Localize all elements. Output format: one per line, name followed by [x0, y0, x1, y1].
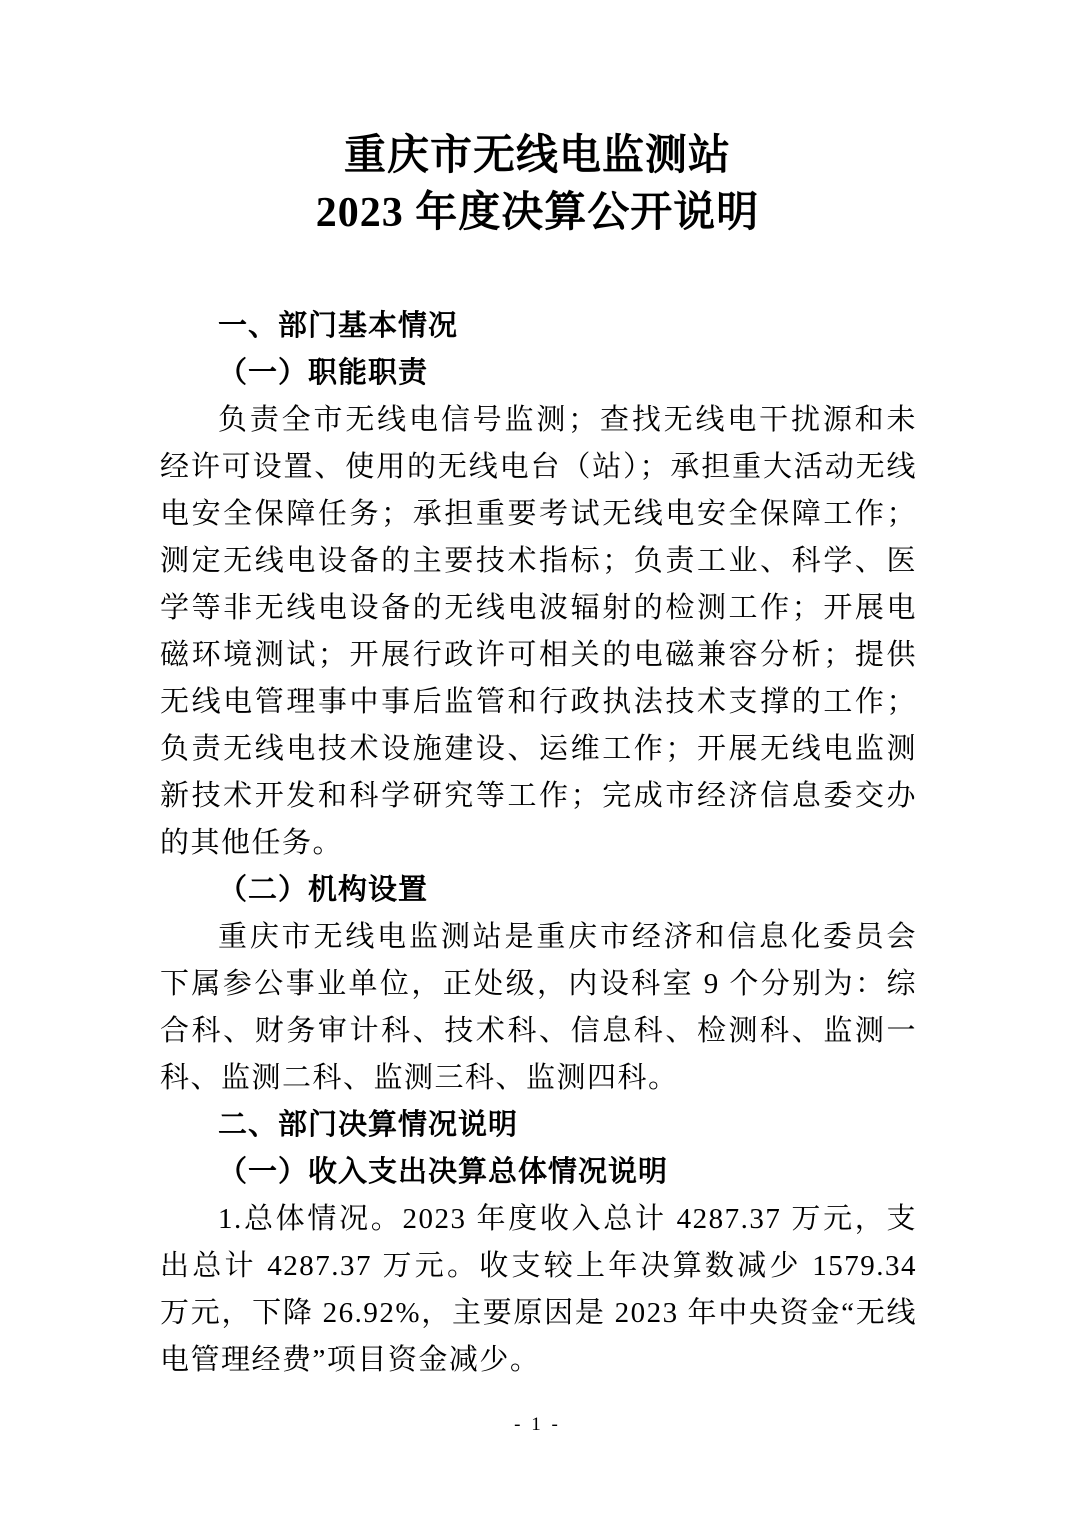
paragraph-duties: 负责全市无线电信号监测；查找无线电干扰源和未经许可设置、使用的无线电台（站）；承担重大活动无线电安全保障任务；承担重要考试无线电安全保障工作；测定无线电设备的主要技术指标；负责工业、科学、医学等非无线电设备的无线电波辐射的检测工作；开展电磁环境测试；开展行政许可相关的电磁兼容分析；提供无线电管理事中事后监管和行政执法技术支撑的工作；负责无线电技术设施建设、运维工作；开展无线电监测新技术开发和科学研究等工作；完成市经济信息委交办的其他任务。	[160, 404, 917, 859]
document-title	[0, 0, 1075, 242]
section-heading-basic-info: 一、部门基本情况	[218, 310, 459, 342]
subsection-heading-organization: （二）机构设置	[218, 874, 429, 906]
subsection-heading-revenue-expenditure: （一）收入支出决算总体情况说明	[218, 1156, 669, 1188]
subsection-heading-duties: （一）职能职责	[218, 357, 429, 389]
paragraph-overall-situation: 1.总体情况。2023 年度收入总计 4287.37 万元，支出总计 4287.37 万元。收支较上年决算数减少 1579.34 万元，下降 26.92%，主要原因是 2023 年中央资金“无线电管理经费”项目资金减少。	[160, 1203, 917, 1376]
page-number: - 1 -	[514, 1414, 561, 1435]
paragraph-organization: 重庆市无线电监测站是重庆市经济和信息化委员会下属参公事业单位，正处级，内设科室 9 个分别为：综合科、财务审计科、技术科、信息科、检测科、监测一科、监测二科、监测三科、监测四科。	[160, 921, 917, 1094]
document-body	[160, 303, 917, 1384]
title-line-2: 2023 年度决算公开说明	[315, 190, 760, 236]
section-heading-final-accounts: 二、部门决算情况说明	[218, 1109, 519, 1141]
title-line-1: 重庆市无线电监测站	[343, 133, 731, 179]
